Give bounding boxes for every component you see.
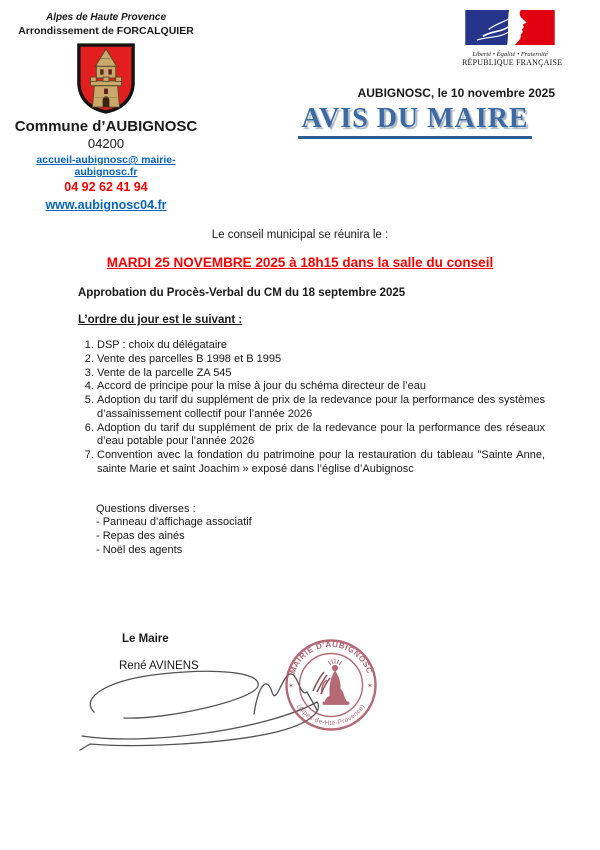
commune-header <box>8 12 204 212</box>
questions-item: - Panneau d’affichage associatif <box>96 516 252 529</box>
signer-name: René AVINENS <box>119 660 199 672</box>
mairie-stamp <box>283 636 379 734</box>
rf-republic-label: RÉPUBLIQUE FRANÇAISE <box>462 58 563 67</box>
agenda-item: 7. Convention avec la fondation du patrimoine pour la restauration du tableau "Sainte Anne, sainte Marie et saint Joachim » exposé dans l’église d’Aubignosc <box>97 449 545 477</box>
republique-francaise-logo <box>462 10 563 67</box>
stamp-top-text: MAIRIE D'AUBIGNOSC <box>287 639 375 676</box>
french-flag-marianne-icon <box>464 10 556 45</box>
questions-block <box>96 503 600 558</box>
website-link[interactable]: www.aubignosc04.fr <box>45 198 167 212</box>
agenda-item: 1. DSP : choix du délégataire <box>97 339 545 353</box>
questions-item: - Noël des agents <box>96 543 183 556</box>
agenda-item: 6. Adoption du tarif du supplément de prix de la redevance pour la performance des réseaux d’eau potable pour l’année 2026 <box>97 422 545 450</box>
phone-number: 04 92 62 41 94 <box>64 180 148 194</box>
agenda-heading: L’ordre du jour est le suivant : <box>78 314 243 326</box>
approbation-line: Approbation du Procès-Verbal du CM du 18 septembre 2025 <box>78 287 406 299</box>
coat-of-arms-icon <box>75 41 137 115</box>
dateline: AUBIGNOSC, le 10 novembre 2025 <box>357 86 555 100</box>
stamp-star-left: ✶ <box>288 683 294 690</box>
notice-body <box>0 229 600 558</box>
stamp-marianne-figure <box>322 659 349 704</box>
questions-item: - Repas des ainés <box>96 530 185 542</box>
postal-code: 04200 <box>87 136 125 151</box>
stamp-bottom-text: (Alpes-de-Hte-Provence) <box>295 703 367 728</box>
title-wrap <box>268 103 562 139</box>
agenda-item: 4. Accord de principe pour la mise à jour du schéma directeur de l’eau <box>97 380 545 394</box>
email-link[interactable]: accueil-aubignosc@ mairie-aubignosc.fr <box>36 154 176 178</box>
questions-heading: Questions diverses : <box>96 502 196 515</box>
region-label: Alpes de Haute Provence <box>45 12 167 23</box>
svg-text:MAIRIE D'AUBIGNOSC <box>288 640 374 675</box>
agenda-item: 5. Adoption du tarif du supplément de prix de la redevance pour la performance des systèmes d’assainissement collectif pour l’année 2026 <box>97 394 545 422</box>
meeting-date-line: MARDI 25 NOVEMBRE 2025 à 18h15 dans la salle du conseil <box>106 255 494 270</box>
agenda-item: 3. Vente de la parcelle ZA 545 <box>97 367 545 381</box>
arrondissement-label: Arrondissement de FORCALQUIER <box>18 25 194 37</box>
agenda-item: 2. Vente des parcelles B 1998 et B 1995 <box>97 353 545 367</box>
signer-role: Le Maire <box>122 633 169 645</box>
stamp-star-right: ✶ <box>367 683 373 690</box>
svg-text:(Alpes-de-Hte-Provence) <box>295 703 366 727</box>
commune-name: Commune d’AUBIGNOSC <box>14 118 198 135</box>
intro-line: Le conseil municipal se réunira le : <box>211 229 389 241</box>
rf-motto: Liberté • Égalité • Fraternité <box>472 51 548 58</box>
agenda-list <box>78 339 545 477</box>
page-title: AVIS DU MAIRE <box>298 103 531 139</box>
